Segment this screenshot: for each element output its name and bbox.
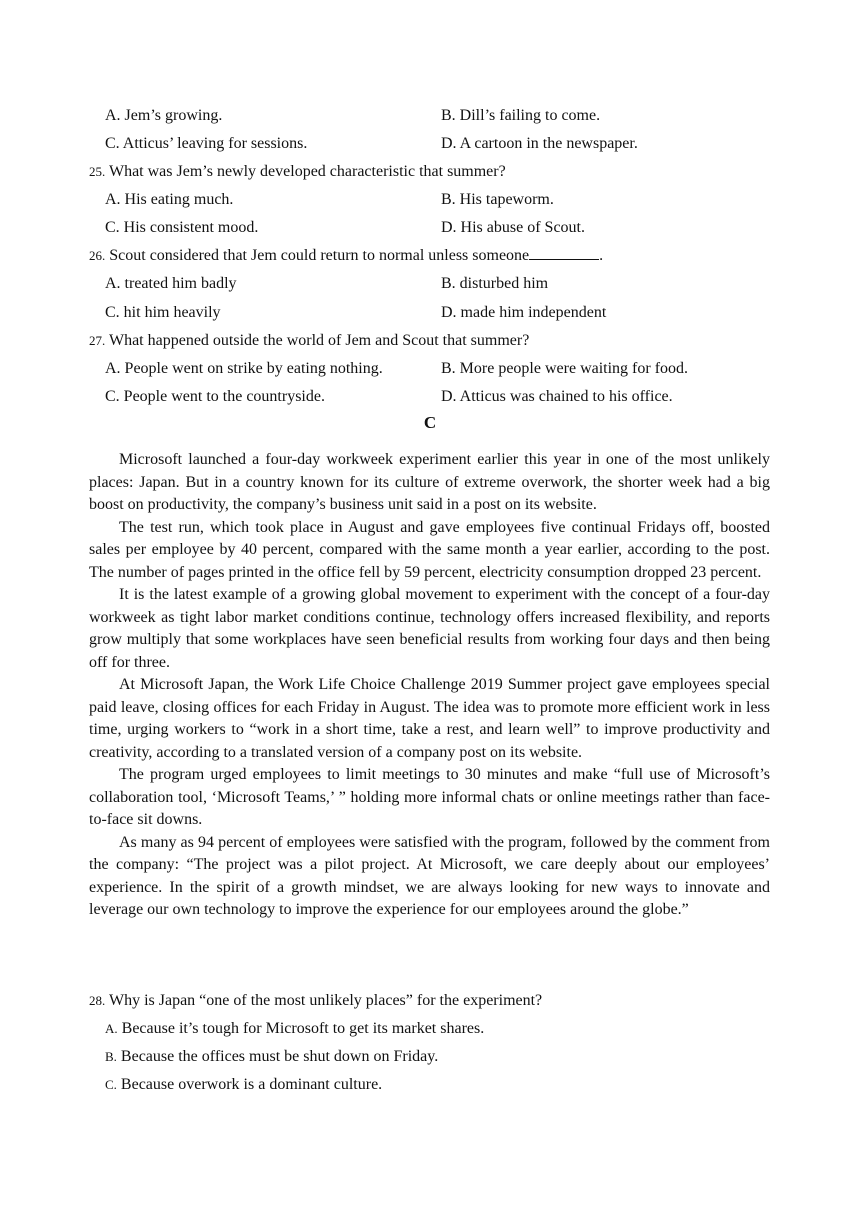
q26-option-d: D. made him independent — [441, 304, 607, 321]
q26-option-c: C. hit him heavily — [105, 304, 221, 321]
q24-option-c: C. Atticus’ leaving for sessions. — [105, 135, 308, 152]
question-25 — [89, 161, 779, 183]
q25-option-a: A. His eating much. — [105, 191, 234, 208]
q28-option-b — [105, 1046, 438, 1068]
q26-option-a: A. treated him badly — [105, 275, 237, 292]
q26-options-row-1 — [105, 273, 785, 295]
q27-option-c: C. People went to the countryside. — [105, 388, 325, 405]
question-27-number: 27. — [89, 333, 106, 348]
q25-options-row-1 — [105, 189, 785, 211]
reading-passage — [89, 449, 770, 922]
question-27 — [89, 330, 779, 352]
answer-blank — [529, 245, 599, 260]
q26-options-row-2 — [105, 302, 785, 324]
q24-option-d: D. A cartoon in the newspaper. — [441, 135, 638, 152]
q25-options-row-2 — [105, 217, 785, 239]
question-26-end: . — [599, 247, 604, 264]
question-26 — [89, 245, 779, 267]
q24-options-row-1 — [105, 105, 785, 127]
passage-paragraph: It is the latest example of a growing global movement to experiment with the concept of a four-day workweek as tight labor market conditions continue, technology offers increased flexibility, and reports grow multiply that some workplaces have seen beneficial results from working four days and then being off for three. — [89, 586, 770, 671]
q28-option-a-text: Because it’s tough for Microsoft to get its market shares. — [121, 1020, 485, 1037]
q28-option-a — [105, 1018, 484, 1040]
passage-paragraph: At Microsoft Japan, the Work Life Choice Challenge 2019 Summer project gave employees special paid leave, closing offices for each Friday in August. The idea was to promote more efficient work in less time, urging workers to “work in a short time, take a rest, and learn well” to improve productivity and creativity, according to a translated version of a company post on its website. — [89, 676, 770, 761]
passage-paragraph: As many as 94 percent of employees were satisfied with the program, followed by the comment from the company: “The project was a pilot project. At Microsoft, we care deeply about our employees’ experience. In the spirit of a growth mindset, we are always looking for new ways to innovate and leverage our own technology to improve the experience for our employees around the globe.” — [89, 833, 770, 918]
q24-options-row-2 — [105, 133, 785, 155]
q28-option-a-letter: A. — [105, 1021, 118, 1036]
question-25-text: What was Jem’s newly developed characteristic that summer? — [108, 163, 506, 180]
question-26-number: 26. — [89, 248, 106, 263]
question-27-text: What happened outside the world of Jem and Scout that summer? — [108, 332, 530, 349]
q28-option-c-letter: C. — [105, 1077, 117, 1092]
q25-option-c: C. His consistent mood. — [105, 219, 259, 236]
q25-option-b: B. His tapeworm. — [441, 191, 554, 208]
q24-option-b: B. Dill’s failing to come. — [441, 107, 601, 124]
q28-option-b-letter: B. — [105, 1049, 117, 1064]
passage-paragraph: The program urged employees to limit meetings to 30 minutes and make “full use of Microsoft’s collaboration tool, ‘Microsoft Teams,’ ” holding more informal chats or online meetings rather than face-to-face sit downs. — [89, 766, 770, 828]
q27-options-row-1 — [105, 358, 785, 380]
q24-option-a: A. Jem’s growing. — [105, 107, 223, 124]
question-28 — [89, 990, 779, 1012]
q25-option-d: D. His abuse of Scout. — [441, 219, 585, 236]
question-25-number: 25. — [89, 164, 106, 179]
q28-option-c-text: Because overwork is a dominant culture. — [120, 1076, 383, 1093]
q27-options-row-2 — [105, 386, 785, 408]
question-26-text: Scout considered that Jem could return to normal unless someone — [109, 247, 530, 264]
passage-paragraph: Microsoft launched a four-day workweek experiment earlier this year in one of the most unlikely places: Japan. But in a country known for its culture of extreme overwork, the shorter week had a big boost on productivity, the company’s business unit said in a post on its website. — [89, 451, 770, 513]
q27-option-b: B. More people were waiting for food. — [441, 360, 689, 377]
q28-option-c — [105, 1074, 382, 1096]
q27-option-d: D. Atticus was chained to his office. — [441, 388, 673, 405]
question-28-number: 28. — [89, 993, 106, 1008]
q27-option-a: A. People went on strike by eating nothing. — [105, 360, 383, 377]
q26-option-b: B. disturbed him — [441, 275, 549, 292]
q28-option-b-text: Because the offices must be shut down on Friday. — [120, 1048, 439, 1065]
section-heading: C — [423, 413, 437, 432]
passage-paragraph: The test run, which took place in August and gave employees five continual Fridays off, boosted sales per employee by 40 percent, compared with the same month a year earlier, according to the post. The number of pages printed in the office fell by 59 percent, electricity consumption dropped 23 percent. — [89, 518, 770, 581]
question-28-text: Why is Japan “one of the most unlikely places” for the experiment? — [108, 992, 543, 1009]
